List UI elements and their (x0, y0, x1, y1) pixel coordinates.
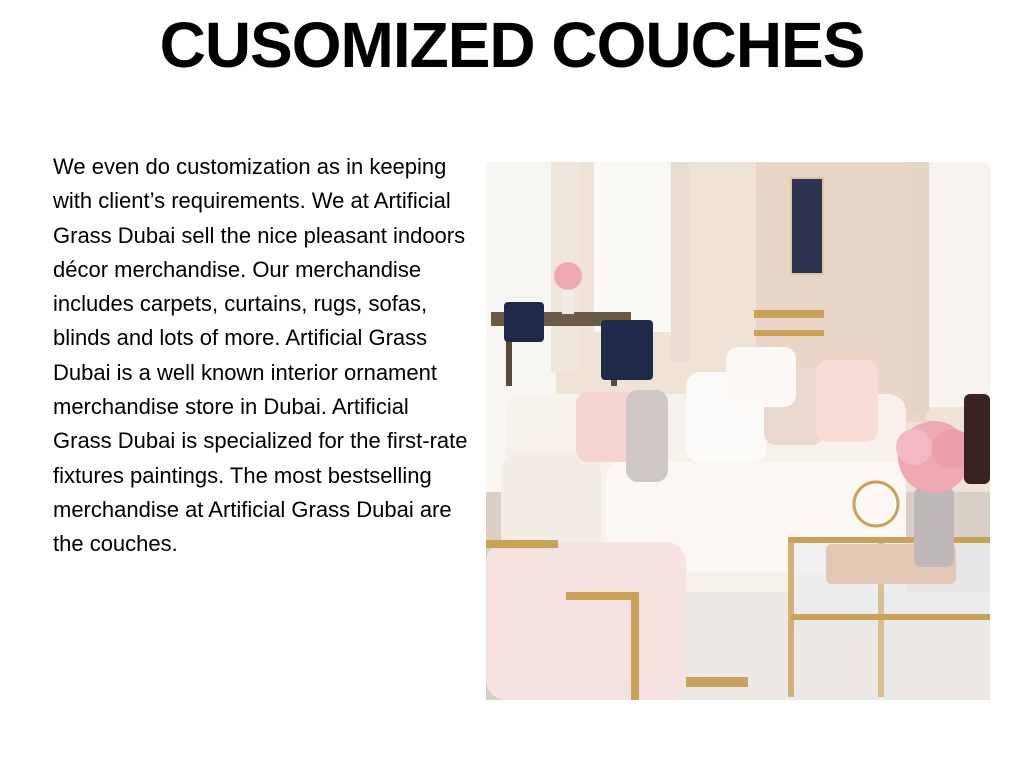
center-window (594, 162, 674, 332)
slide-title: CUSOMIZED COUCHES (159, 9, 865, 81)
bar-cart (754, 310, 824, 318)
center-curtain (671, 162, 689, 362)
dark-chair (964, 394, 990, 484)
dining-chair (601, 320, 653, 380)
slide-body-text: We even do customization as in keeping with client’s requirements. We at Artificial Grass Dubai sell the nice pleasant indoors décor merchandise. Our merchandise includes carpets, curtains, rugs, sofas, blinds and lots of more. Artificial Grass Dubai is a well known interior ornament merchandise store in Dubai. Artificial Grass Dubai is specialized for the first-rate fixtures paintings. The most bestselling merchandise at Artificial Grass Dubai are the couches. (53, 154, 468, 557)
living-room-photo (486, 162, 990, 700)
pillow-blush (816, 360, 878, 442)
wall-art (791, 178, 823, 274)
right-curtain (911, 162, 929, 412)
pillow-grey (626, 390, 668, 482)
coffee-table-vase (914, 487, 954, 567)
armchair (486, 542, 686, 700)
right-window (926, 162, 990, 407)
table-flowers (554, 262, 582, 290)
